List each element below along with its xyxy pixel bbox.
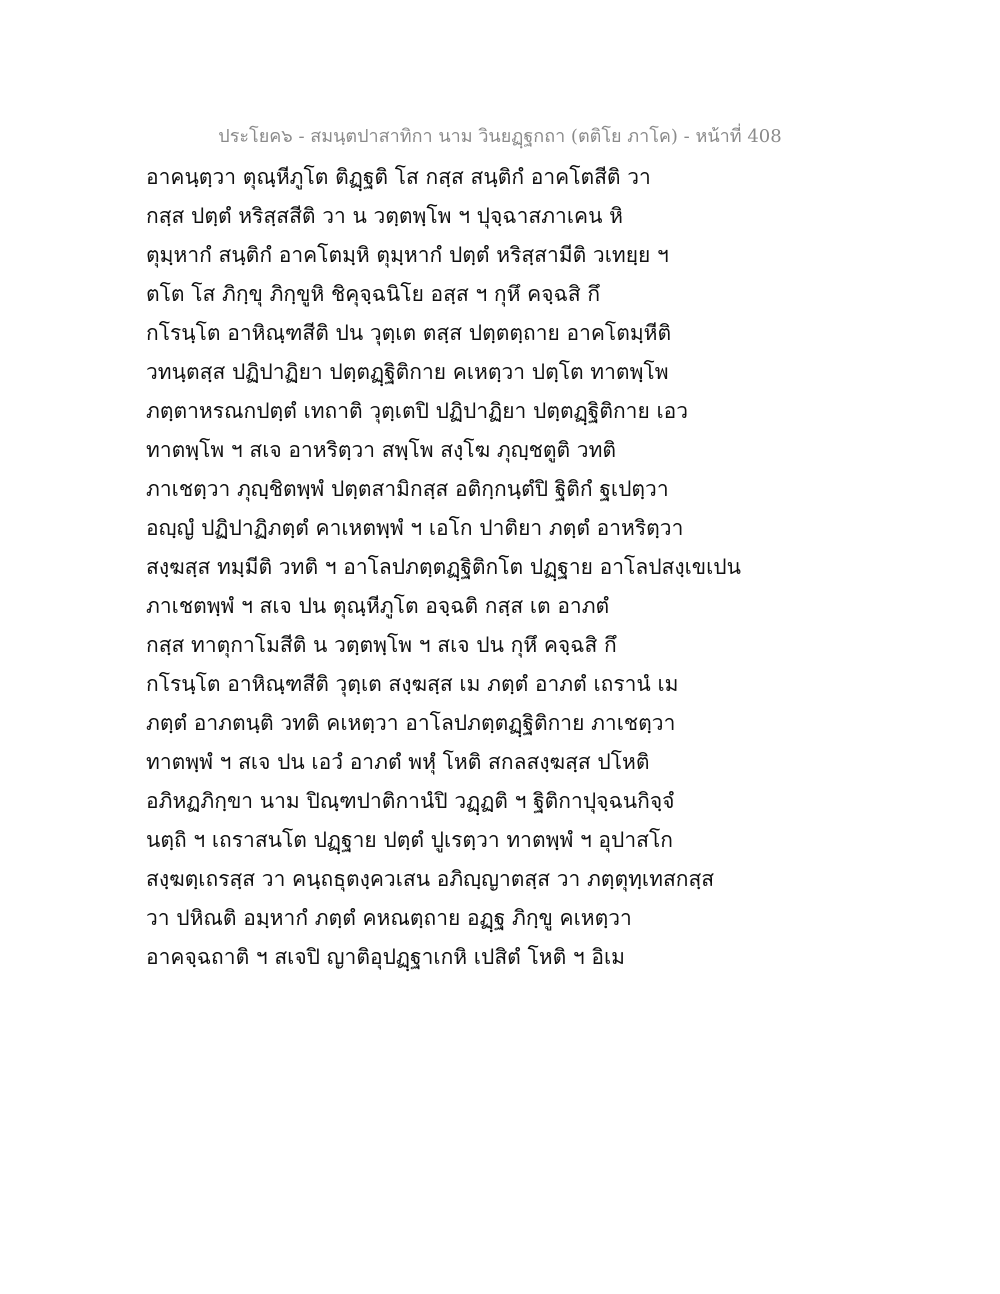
text-line: ภตฺตาหรณกปตฺตํ เทถาติ วุตฺเตปิ ปฏิปาฏิยา ปตฺตฏฺฐิติกาย เอว bbox=[146, 399, 689, 423]
text-line: อญฺญํ ปฏิปาฏิภตฺตํ คาเหตพฺพํ ฯ เอโก ปาติยา ภตฺตํ อาหริตฺวา bbox=[146, 516, 684, 540]
text-line: อาคจฺฉถาติ ฯ สเจปิ ญาติอุปฏฺฐาเกหิ เปสิตํ โหติ ฯ อิเม bbox=[146, 945, 625, 969]
text-line: ทาตพฺพํ ฯ สเจ ปน เอวํ อาภตํ พหุํ โหติ สกลสงฺฆสฺส ปโหติ bbox=[146, 750, 650, 774]
text-line: กโรนฺโต อาหิณฺฑสีติ ปน วุตฺเต ตสฺส ปตฺตตฺถาย อาคโตมฺหีติ bbox=[146, 321, 672, 345]
text-line: อภิหฏภิกฺขา นาม ปิณฺฑปาติกานํปิ วฏฺฏติ ฯ ฐิติกาปุจฺฉนกิจฺจํ bbox=[146, 789, 675, 813]
text-line: สงฺฆตฺเถรสฺส วา คนฺถธุตงฺควเสน อภิญฺญาตสฺส วา ภตฺตุทฺเทสกสฺส bbox=[146, 867, 715, 891]
page-header: ประโยค๖ - สมนฺตปาสาทิกา นาม วินยฏฺฐกถา (ตติโย ภาโค) - หน้าที่ 408 bbox=[218, 126, 782, 147]
text-line: ภาเชตฺวา ภุญฺชิตพฺพํ ปตฺตสามิกสฺส อติกฺกนฺตํปิ ฐิติกํ ฐเปตฺวา bbox=[146, 477, 669, 501]
text-line: นตฺถิ ฯ เถราสนโต ปฏฺฐาย ปตฺตํ ปูเรตฺวา ทาตพฺพํ ฯ อุปาสโก bbox=[146, 828, 673, 852]
text-line: วทนฺตสฺส ปฏิปาฏิยา ปตฺตฏฺฐิติกาย คเหตฺวา ปตฺโต ทาตพฺโพ bbox=[146, 360, 669, 384]
text-line: กสฺส ปตฺตํ หริสฺสสีติ วา น วตฺตพฺโพ ฯ ปุจฺฉาสภาเคน หิ bbox=[146, 204, 623, 228]
text-line: ภตฺตํ อาภตนฺติ วทติ คเหตฺวา อาโลปภตฺตฏฺฐิติกาย ภาเชตฺวา bbox=[146, 711, 676, 735]
text-line: ตโต โส ภิกฺขุ ภิกฺขูหิ ชิคุจฺฉนิโย อสฺส ฯ กุหึ คจฺฉสิ กึ bbox=[146, 282, 601, 306]
body-text bbox=[146, 158, 866, 977]
text-line: ทาตพฺโพ ฯ สเจ อาหริตฺวา สพฺโพ สงฺโฆ ภุญฺชตูติ วทติ bbox=[146, 438, 617, 462]
text-line: กสฺส ทาตุกาโมสีติ น วตฺตพฺโพ ฯ สเจ ปน กุหึ คจฺฉสิ กึ bbox=[146, 633, 617, 657]
text-line: สงฺฆสฺส ทมฺมีติ วทติ ฯ อาโลปภตฺตฏฺฐิติกโต ปฏฺฐาย อาโลปสงฺเขเปน bbox=[146, 555, 741, 579]
text-line: ตุมฺหากํ สนฺติกํ อาคโตมฺหิ ตุมฺหากํ ปตฺตํ หริสฺสามีติ วเทยฺย ฯ bbox=[146, 243, 669, 267]
text-line: วา ปหิณติ อมฺหากํ ภตฺตํ คหณตฺถาย อฏฺฐ ภิกฺขู คเหตฺวา bbox=[146, 906, 632, 930]
text-line: อาคนฺตฺวา ตุณฺหีภูโต ติฏฺฐติ โส กสฺส สนฺติกํ อาคโตสีติ วา bbox=[146, 165, 651, 189]
text-line: กโรนฺโต อาหิณฺฑสีติ วุตฺเต สงฺฆสฺส เม ภตฺตํ อาภตํ เถรานํ เม bbox=[146, 672, 679, 696]
text-line: ภาเชตพฺพํ ฯ สเจ ปน ตุณฺหีภูโต อจฺฉติ กสฺส เต อาภตํ bbox=[146, 594, 610, 618]
